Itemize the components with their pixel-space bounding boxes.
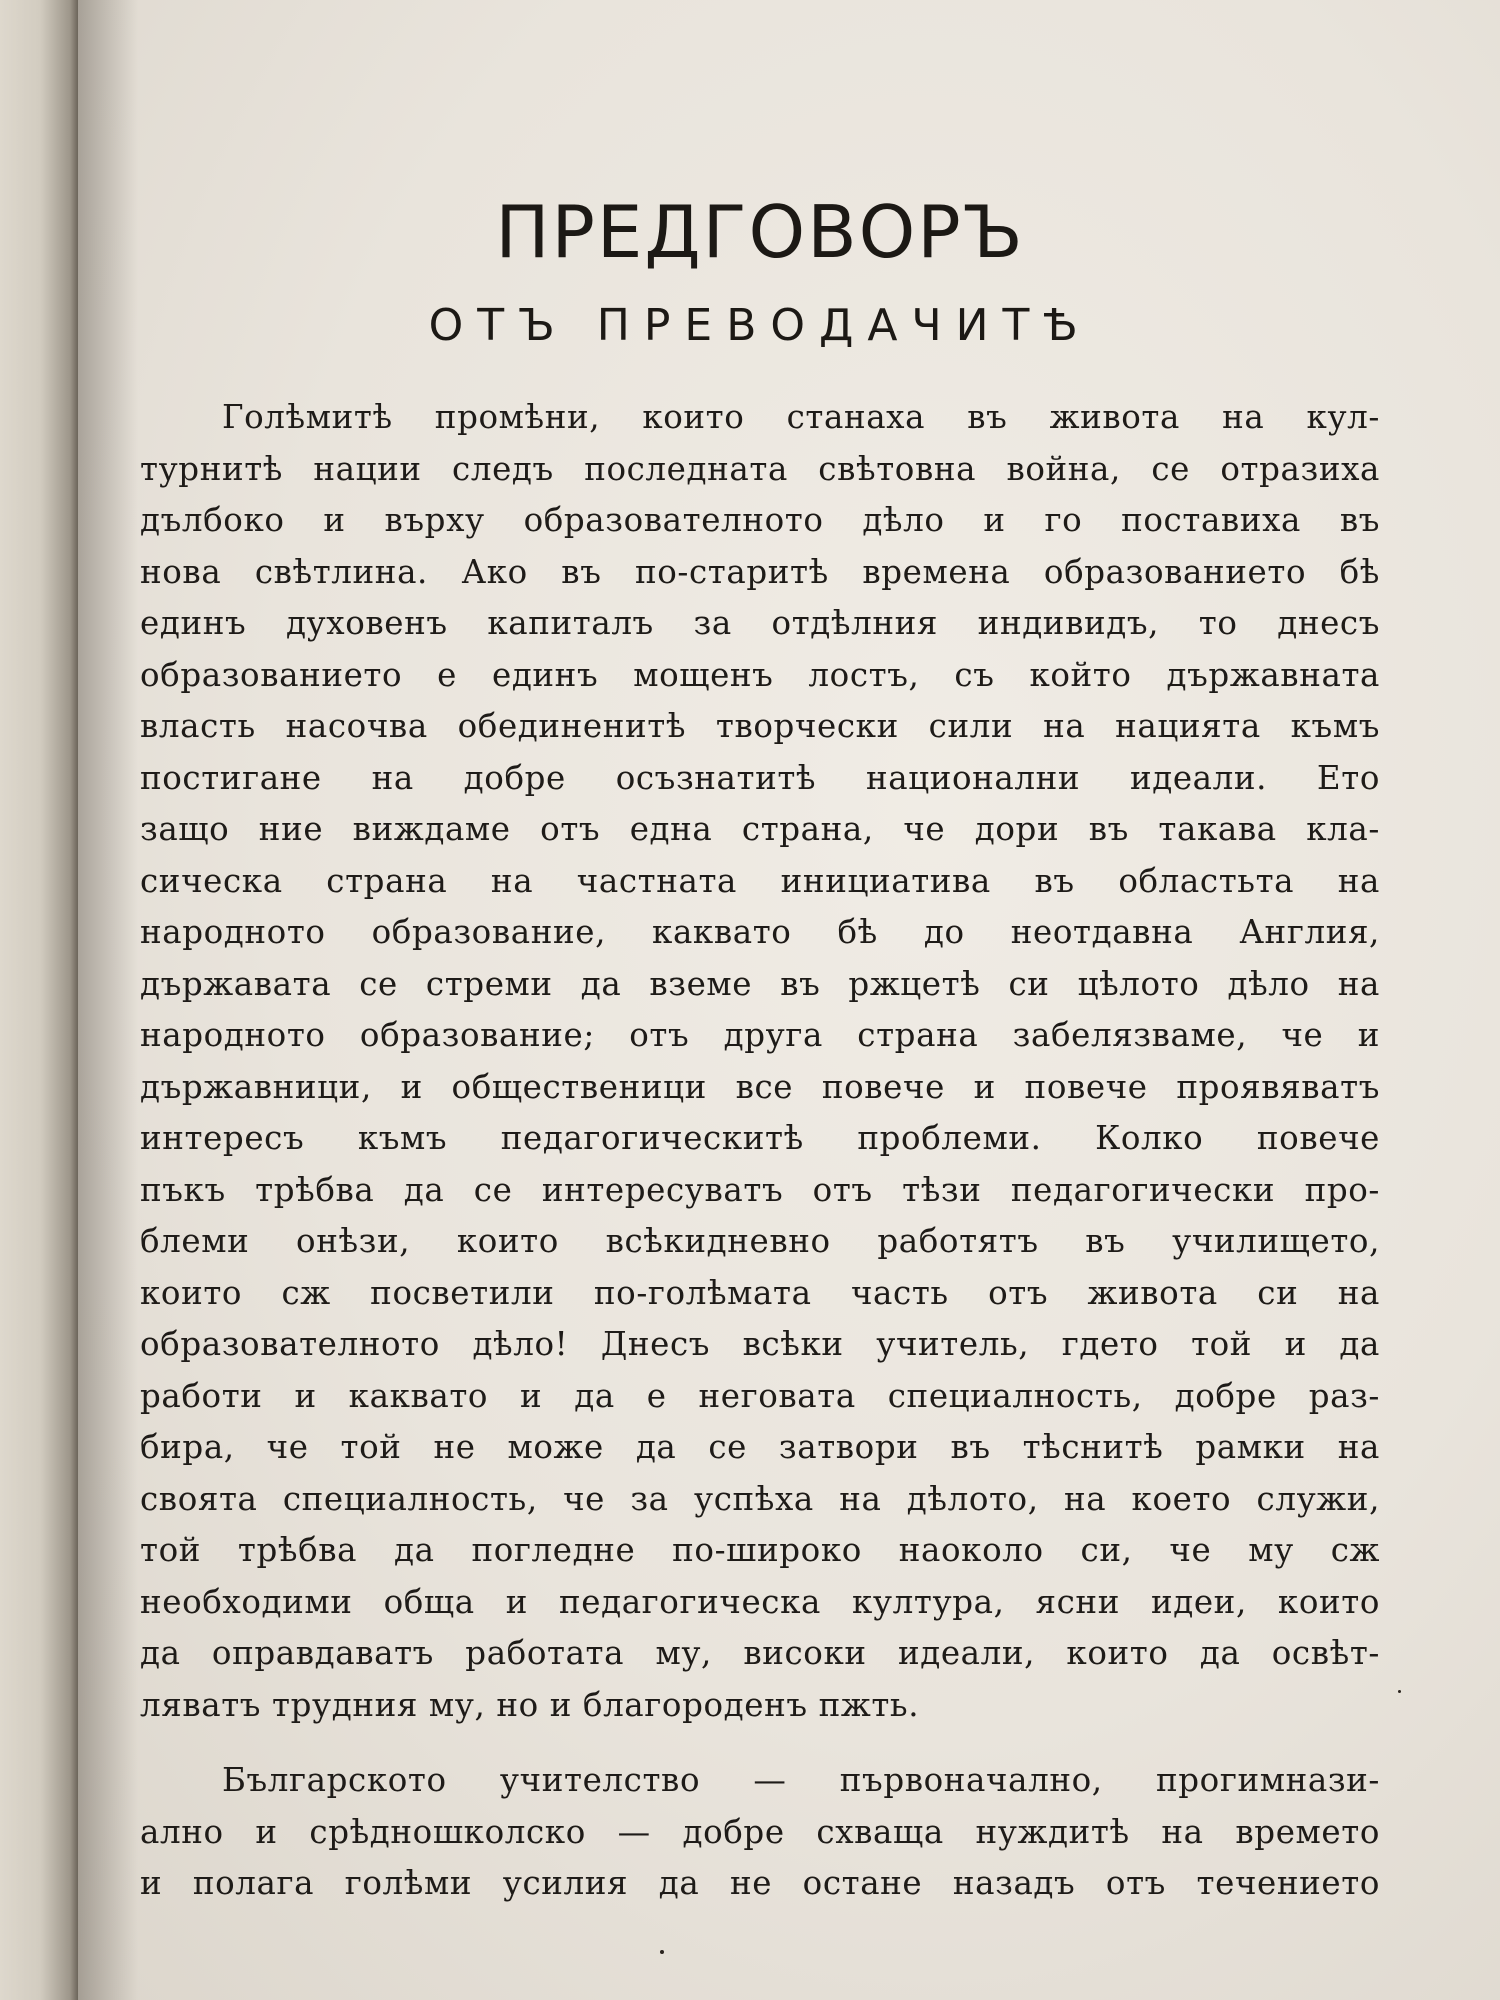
text-line: своята специалность, че за успѣха на дѣлото, на което служи, — [140, 1479, 1380, 1518]
paper-speck — [1398, 1690, 1401, 1693]
text-line: образованието е единъ мощенъ лостъ, съ който държавната — [140, 655, 1380, 694]
text-line: пъкъ трѣбва да се интересуватъ отъ тѣзи педагогически про- — [140, 1170, 1380, 1209]
paragraph-1 — [140, 392, 1380, 1731]
paragraph-2 — [140, 1755, 1380, 1910]
text-line: интересъ къмъ педагогическитѣ проблеми. Колко повече — [140, 1119, 1380, 1157]
text-line: народното образование; отъ друга страна забелязваме, че и — [140, 1016, 1380, 1054]
text-line: блеми онѣзи, които всѣкидневно работятъ въ училището, — [140, 1222, 1380, 1260]
text-line: турнитѣ нации следъ последната свѣтовна война, се отразиха — [140, 449, 1380, 488]
paper-speck — [660, 1950, 664, 1954]
text-line: работи и каквато и да е неговата специалность, добре раз- — [140, 1376, 1380, 1415]
text-line: власть насочва обединенитѣ творчески сили на нацията къмъ — [140, 707, 1380, 745]
text-line: образователното дѣло! Днесъ всѣки учитель, гдето той и да — [140, 1325, 1380, 1363]
text-line: да оправдаватъ работата му, високи идеали, които да освѣт- — [140, 1634, 1380, 1672]
page-subtitle: ОТЪ ПРЕВОДАЧИТѢ — [428, 300, 1092, 351]
text-line: държавници, и общественици все повече и повече проявяватъ — [140, 1067, 1380, 1106]
page-content — [140, 0, 1380, 2000]
text-line: той трѣбва да погледне по-широко наоколо си, че му сж — [140, 1531, 1380, 1569]
text-line: единъ духовенъ капиталъ за отдѣлния индивидъ, то днесъ — [140, 604, 1380, 642]
text-line: бира, че той не може да се затвори въ тѣснитѣ рамки на — [140, 1428, 1380, 1466]
left-page-edge — [0, 0, 78, 2000]
text-line: постигане на добре осъзнатитѣ национални идеали. Ето — [140, 758, 1380, 797]
text-line: сическа страна на частната инициатива въ областьта на — [140, 861, 1380, 900]
text-line: и полага голѣми усилия да не остане назадъ отъ течението — [140, 1864, 1380, 1902]
text-line: ляватъ трудния му, но и благороденъ пжть. — [140, 1685, 920, 1724]
text-line: държавата се стреми да вземе въ ржцетѣ си цѣлото дѣло на — [140, 964, 1380, 1003]
page-title: ПРЕДГОВОРЪ — [495, 190, 1025, 274]
gutter-shadow — [78, 0, 138, 2000]
text-line: нова свѣтлина. Ако въ по-старитѣ времена образованието бѣ — [140, 552, 1380, 591]
text-line: ално и срѣдношколско — добре схваща нуждитѣ на времето — [140, 1812, 1380, 1851]
text-line: които сж посветили по-голѣмата часть отъ живота си на — [140, 1273, 1380, 1312]
text-line: народното образование, каквато бѣ до неотдавна Англия, — [140, 913, 1380, 951]
text-line: необходими обща и педагогическа култура, ясни идеи, които — [140, 1582, 1380, 1621]
text-line: Голѣмитѣ промѣни, които станаха въ живота на кул- — [222, 398, 1380, 436]
text-line: дълбоко и върху образователното дѣло и го поставиха въ — [140, 501, 1380, 539]
text-line: Българското учителство — първоначално, прогимнази- — [222, 1761, 1380, 1799]
text-line: защо ние виждаме отъ една страна, че дори въ такава кла- — [140, 810, 1380, 848]
